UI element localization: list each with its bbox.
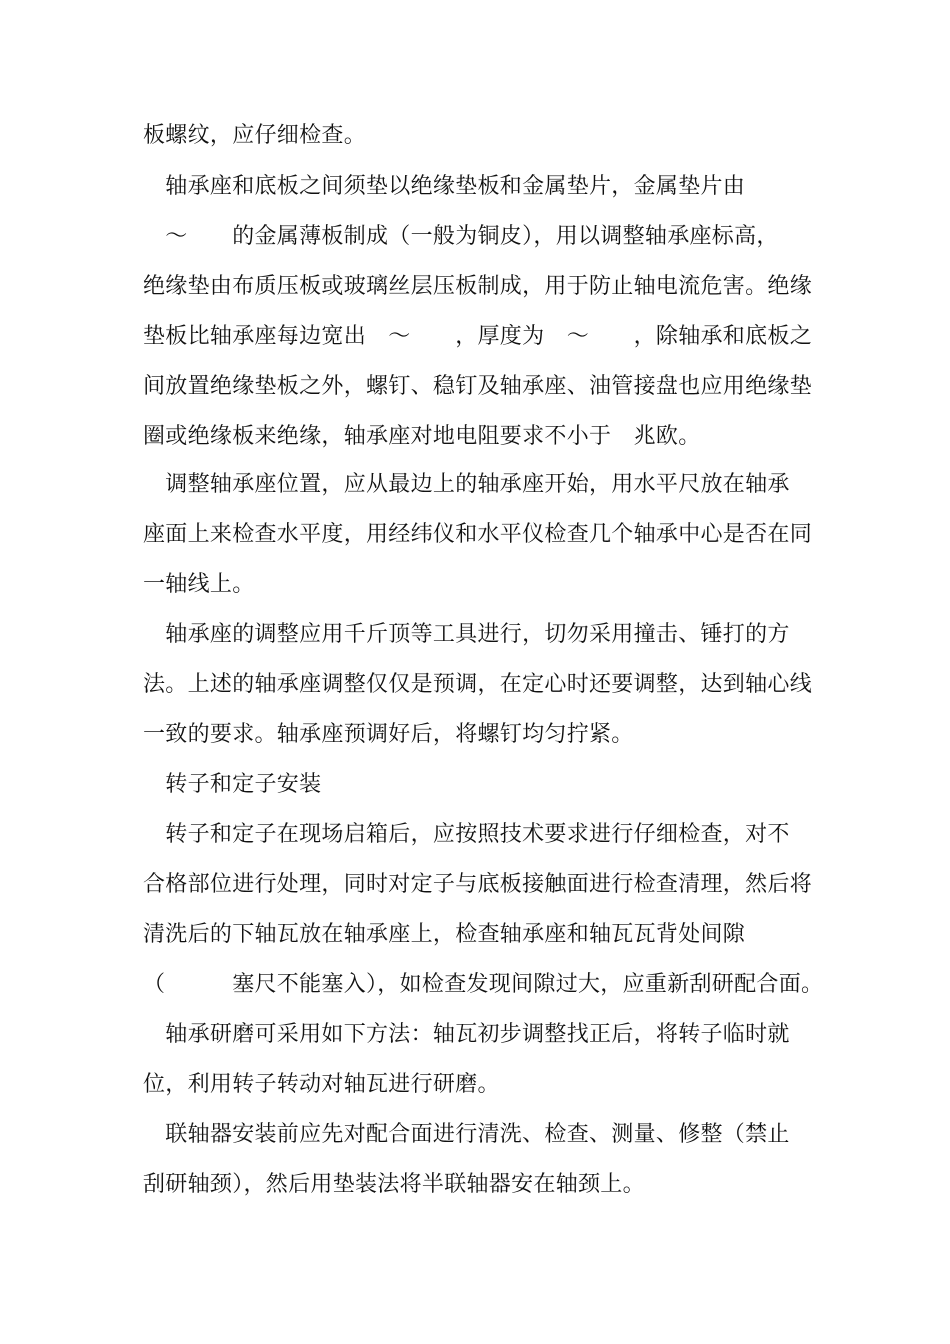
text-line: 联轴器安装前应先对配合面进行清洗、检查、测量、修整（禁止 bbox=[143, 1122, 790, 1147]
text-line: ～ 的金属薄板制成（一般为铜皮），用以调整轴承座标高， bbox=[143, 224, 779, 249]
section-heading: 转子和定子安装 bbox=[143, 772, 322, 797]
text-line: 间放置绝缘垫板之外，螺钉、稳钉及轴承座、油管接盘也应用绝缘垫 bbox=[143, 374, 813, 399]
text-line: 轴承座的调整应用千斤顶等工具进行，切勿采用撞击、锤打的方 bbox=[143, 622, 790, 647]
text-line: 转子和定子在现场启箱后，应按照技术要求进行仔细检查，对不 bbox=[143, 822, 790, 847]
text-line: 一轴线上。 bbox=[143, 572, 255, 597]
text-line: 圈或绝缘板来绝缘，轴承座对地电阻要求不小于 兆欧。 bbox=[143, 424, 701, 449]
text-line: 轴承座和底板之间须垫以绝缘垫板和金属垫片，金属垫片由 bbox=[143, 174, 746, 199]
text-line: 板螺纹，应仔细检查。 bbox=[143, 123, 367, 148]
text-line: 绝缘垫由布质压板或玻璃丝层压板制成，用于防止轴电流危害。绝缘 bbox=[143, 274, 813, 299]
text-line: 位，利用转子转动对轴瓦进行研磨。 bbox=[143, 1072, 500, 1097]
text-line: 一致的要求。轴承座预调好后，将螺钉均匀拧紧。 bbox=[143, 722, 634, 747]
text-line: 法。上述的轴承座调整仅仅是预调，在定心时还要调整，达到轴心线 bbox=[143, 672, 813, 697]
text-line: 座面上来检查水平度，用经纬仪和水平仪检查几个轴承中心是否在同 bbox=[143, 522, 813, 547]
text-line: 垫板比轴承座每边宽出 ～ ，厚度为 ～ ，除轴承和底板之 bbox=[143, 324, 813, 349]
text-line: （ 塞尺不能塞入），如检查发现间隙过大，应重新刮研配合面。 bbox=[143, 972, 824, 997]
text-line: 合格部位进行处理，同时对定子与底板接触面进行检查清理，然后将 bbox=[143, 872, 813, 897]
text-line: 调整轴承座位置，应从最边上的轴承座开始，用水平尺放在轴承 bbox=[143, 472, 790, 497]
text-line: 清洗后的下轴瓦放在轴承座上，检查轴承座和轴瓦瓦背处间隙 bbox=[143, 922, 746, 947]
text-line: 刮研轴颈），然后用垫装法将半联轴器安在轴颈上。 bbox=[143, 1172, 645, 1197]
text-line: 轴承研磨可采用如下方法：轴瓦初步调整找正后，将转子临时就 bbox=[143, 1022, 790, 1047]
